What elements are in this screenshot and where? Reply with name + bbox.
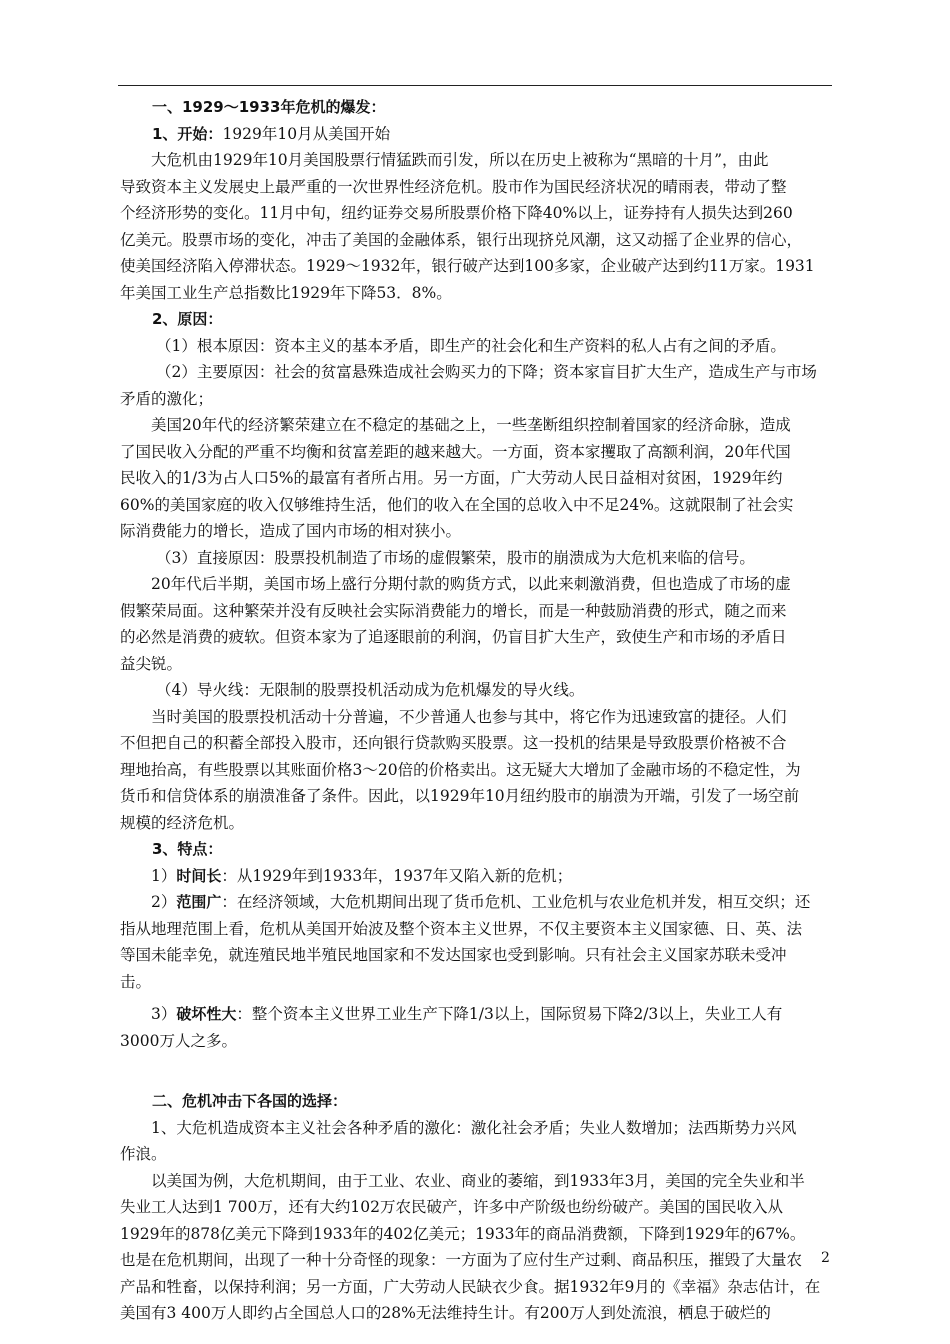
feature-1-term: 时间长 <box>176 866 222 885</box>
cause-2: （2）主要原因：社会的贫富悬殊造成社会购买力的下降；资本家盲目扩大生产，造成生产与市场 <box>156 363 817 381</box>
text-line: 大危机由1929年10月美国股票行情猛跌而引发，所以在历史上被称为“黑暗的十月”，由此 <box>151 151 769 169</box>
feature-1-text: ：从1929年到1933年，1937年又陷入新的危机； <box>221 866 573 885</box>
text-line: 当时美国的股票投机活动十分普遍，不少普通人也参与其中，将它作为迅速致富的捷径。人们 <box>151 707 787 726</box>
cause-heading: 2、原因： <box>152 310 223 328</box>
text-line: 理地抬高，有些股票以其账面价格3～20倍的价格卖出。这无疑大大增加了金融市场的不稳定性，为 <box>120 760 801 779</box>
page-number: 2 <box>821 1250 830 1266</box>
feature-3 <box>120 1001 832 1028</box>
text-line: 产品和牲畜，以保持利润；另一方面，广大劳动人民缺衣少食。据1932年9月的《幸福》杂志估计，在 <box>120 1277 821 1296</box>
text-line: 的必然是消费的疲软。但资本家为了追逐眼前的利润，仍盲目扩大生产，致使生产和市场的矛盾日 <box>120 628 787 646</box>
cause-4: （4）导火线：无限制的股票投机活动成为危机爆发的导火线。 <box>156 681 585 699</box>
feature-1 <box>120 863 832 890</box>
paragraph-inequality <box>120 412 832 545</box>
text-line: 以美国为例，大危机期间，由于工业、农业、商业的萎缩，到1933年3月，美国的完全失业和半 <box>151 1171 805 1190</box>
paragraph-crash <box>120 147 832 306</box>
text-line: 亿美元。股票市场的变化，冲击了美国的金融体系，银行出现挤兑风潮，这又动摇了企业界的信心， <box>120 230 803 249</box>
document-body <box>120 94 832 1327</box>
feature-heading: 3、特点： <box>152 840 223 858</box>
section1-heading: 一、1929～1933年危机的爆发： <box>152 98 386 116</box>
text-line: 指从地理范围上看，危机从美国开始波及整个资本主义世界，不仅主要资本主义国家德、日、英、法 <box>120 919 803 938</box>
paragraph-usa-example <box>120 1168 832 1327</box>
cause-3: （3）直接原因：股票投机制造了市场的虚假繁荣，股市的崩溃成为大危机来临的信号。 <box>156 548 755 567</box>
cause-2-cont: 矛盾的激化； <box>120 389 214 408</box>
text-line: 也是在危机期间，出现了一种十分奇怪的现象：一方面为了应付生产过剩、商品积压，摧毁了大量农 <box>120 1251 803 1269</box>
paragraph-speculation <box>120 704 832 837</box>
text-line: 益尖锐。 <box>120 654 183 673</box>
start-text: 1929年10月从美国开始 <box>222 124 391 143</box>
text-line: 导致资本主义发展史上最严重的一次世界性经济危机。股市作为国民经济状况的晴雨表，带动了整 <box>120 177 787 196</box>
text-line: 民收入的1/3为占人口5%的最富有者所占用。另一方面，广大劳动人民日益相对贫困，1929年约 <box>120 469 783 487</box>
text-line: 规模的经济危机。 <box>120 813 245 832</box>
text-line: 20年代后半期，美国市场上盛行分期付款的购货方式，以此来刺激消费，但也造成了市场的虚 <box>151 575 791 593</box>
text-line: 不但把自己的积蓄全部投入股市，还向银行贷款购买股票。这一投机的结果是导致股票价格被不合 <box>120 734 787 752</box>
feature-3-prefix: 3） <box>151 1005 177 1023</box>
feature-3-text: ：整个资本主义世界工业生产下降1/3以上，国际贸易下降2/3以上，失业工人有 <box>236 1005 783 1023</box>
start-line <box>120 121 832 148</box>
text-line: 失业工人达到1 700万，还有大约102万农民破产，许多中产阶级也纷纷破产。美国的国民收入从 <box>120 1198 783 1216</box>
text-line: 年美国工业生产总指数比1929年下降53．8%。 <box>120 283 452 302</box>
text-line: 1929年的878亿美元下降到1933年的402亿美元；1933年的商品消费额，下降到1929年的67%。 <box>120 1224 806 1243</box>
text-line: 货币和信贷体系的崩溃准备了条件。因此，以1929年10月纽约股市的崩溃为开端，引发了一场空前 <box>120 787 800 805</box>
feature-2-prefix: 2） <box>151 893 177 911</box>
text-line: 美国20年代的经济繁荣建立在不稳定的基础之上，一些垄断组织控制着国家的经济命脉，造成 <box>151 416 791 434</box>
paragraph-contradictions <box>120 1115 832 1168</box>
feature-3-term: 破坏性大 <box>176 1005 237 1023</box>
text-line: 3000万人之多。 <box>120 1031 237 1050</box>
cause-1: （1）根本原因：资本主义的基本矛盾，即生产的社会化和生产资料的私人占有之间的矛盾。 <box>156 336 786 355</box>
section2-heading: 二、危机冲击下各国的选择： <box>152 1092 348 1110</box>
header-rule <box>118 85 832 86</box>
text-line: 了国民收入分配的严重不均衡和贫富差距的越来越大。一方面，资本家攫取了高额利润，20年代国 <box>120 442 791 461</box>
feature-1-prefix: 1） <box>151 866 177 885</box>
feature-2-term: 范围广 <box>176 893 222 911</box>
text-line: 假繁荣局面。这种繁荣并没有反映社会实际消费能力的增长，而是一种鼓励消费的形式，随之而来 <box>120 601 787 620</box>
text-line: 际消费能力的增长，造成了国内市场的相对狭小。 <box>120 522 462 540</box>
start-label: 1、开始： <box>152 124 223 143</box>
text-line: 等国未能幸免，就连殖民地半殖民地国家和不发达国家也受到影响。只有社会主义国家苏联未受冲 <box>120 946 787 964</box>
text-line: 个经济形势的变化。11月中旬，纽约证券交易所股票价格下降40%以上，证券持有人损失达到260 <box>120 204 793 222</box>
feature-2 <box>120 889 832 916</box>
text-line: 60%的美国家庭的收入仅够维持生活，他们的收入在全国的总收入中不足24%。这就限制了社会实 <box>120 495 794 514</box>
section-gap <box>120 1054 832 1088</box>
text-line: 1、大危机造成资本主义社会各种矛盾的激化：激化社会矛盾；失业人数增加；法西斯势力兴风 <box>151 1118 797 1137</box>
text-line: 击。 <box>120 972 152 991</box>
paragraph-installment <box>120 571 832 677</box>
text-line: 作浪。 <box>120 1145 167 1163</box>
feature-2-text: ：在经济领域，大危机期间出现了货币危机、工业危机与农业危机并发，相互交织；还 <box>221 893 811 911</box>
text-line: 使美国经济陷入停滞状态。1929～1932年，银行破产达到100多家，企业破产达到约11万家。1931 <box>120 257 815 275</box>
text-line: 美国有3 400万人即约占全国总人口的28%无法维持生计。有200万人到处流浪，栖息于破烂的 <box>120 1304 771 1322</box>
